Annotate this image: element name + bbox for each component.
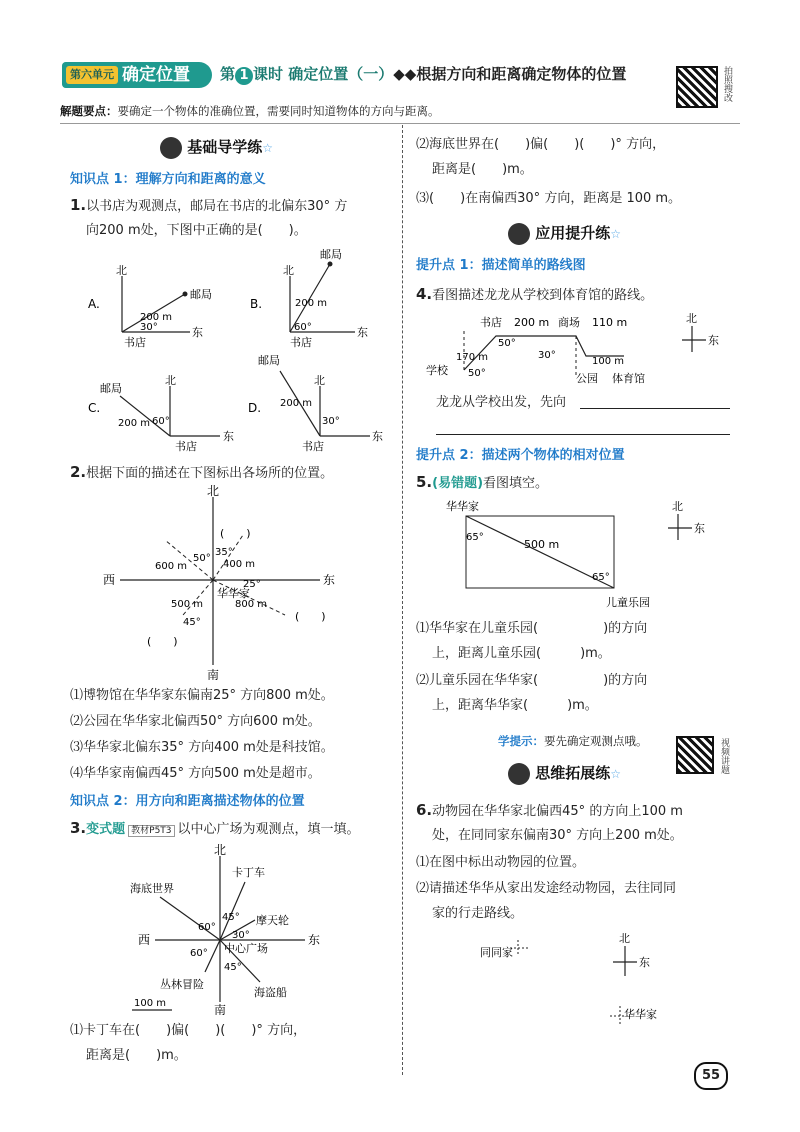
q1-text1: 以书店为观测点，邮局在书店的北偏东30° 方 (86, 199, 348, 214)
q4-text (416, 282, 653, 308)
q2-compass-diagram (95, 485, 345, 680)
option-c-label: C. (88, 401, 101, 415)
q2-north: 北 (207, 485, 220, 498)
q3-blank-2b[interactable]: 距离是( )m。 (432, 162, 533, 177)
q4-dist-110: 110 m (592, 316, 628, 329)
q3-west: 西 (138, 933, 151, 947)
q2-home: 华华家 (217, 587, 250, 600)
q5-tag: (易错题) (432, 476, 484, 491)
mascot-icon (160, 137, 182, 159)
q5-dist: 500 m (524, 538, 560, 551)
b-store: 书店 (290, 336, 312, 349)
page-number: 55 (694, 1062, 728, 1090)
c-dist: 200 m (118, 418, 151, 429)
q4-gym: 体育馆 (612, 372, 645, 385)
q5-number: 5. (416, 473, 433, 491)
q2-stmt-3: ⑶华华家北偏东35° 方向400 m处是科技馆。 (70, 740, 334, 755)
q6-b1: ⑴在图中标出动物园的位置。 (416, 855, 586, 870)
option-b-label: B. (250, 297, 263, 311)
q3-tag2: 教材P5T3 (128, 825, 174, 837)
q5-hint (498, 729, 648, 754)
star-icon: ☆ (610, 767, 622, 781)
q3-header (70, 816, 360, 844)
section-think-title (508, 762, 621, 785)
lesson-title (220, 63, 626, 85)
q4-dist-200: 200 m (514, 316, 550, 329)
tip-text: 要确定一个物体的准确位置，需要同时知道物体的方向与距离。 (117, 104, 440, 118)
section-apply-title (508, 222, 621, 245)
q6-text1 (416, 798, 683, 824)
q4-mall: 商场 (558, 316, 580, 329)
q2-blank-museum[interactable]: ( ) (295, 610, 326, 623)
q2-stmt-2: ⑵公园在华华家北偏西50° 方向600 m处。 (70, 714, 321, 729)
q5-blank-2b[interactable]: 上，距离华华家( )m。 (432, 698, 598, 713)
q2-east: 东 (323, 573, 336, 587)
q4-a30: 30° (538, 350, 556, 361)
q3-a60-bottom: 60° (190, 948, 208, 959)
unit-banner (62, 62, 212, 88)
unit-tag: 第六单元 (66, 66, 118, 84)
q4-answer-line-2[interactable] (436, 434, 730, 435)
q3-compass-diagram (120, 842, 340, 1017)
q3-a30: 30° (232, 930, 250, 941)
lesson-title-text: 课时 确定位置（一） (253, 65, 394, 83)
q1-number: 1. (70, 196, 87, 214)
q5-blank-2a[interactable]: ⑵儿童乐园在华华家( )的方向 (416, 673, 648, 688)
star-icon: ☆ (262, 141, 274, 155)
d-east: 东 (372, 430, 383, 443)
unit-name: 确定位置 (122, 65, 190, 85)
q5-north: 北 (672, 500, 683, 513)
q6-diagram (470, 930, 700, 1030)
q4-east: 东 (708, 334, 719, 347)
q1-text-line2: 向200 m处，下图中正确的是( )。 (86, 223, 307, 238)
b-dist: 200 m (295, 298, 328, 309)
key-tip (60, 103, 740, 124)
q3-blank-1b[interactable]: 距离是( )m。 (86, 1048, 187, 1063)
d-angle: 30° (322, 416, 340, 427)
q5-blank-1a[interactable]: ⑴华华家在儿童乐园( )的方向 (416, 621, 648, 636)
q3-north: 北 (214, 843, 227, 857)
q3-east: 东 (308, 933, 321, 947)
q3-blank-1a[interactable]: ⑴卡丁车在( )偏( )( )° 方向， (70, 1023, 307, 1038)
q4-park: 公园 (576, 372, 598, 385)
lesson-number: 1 (235, 67, 253, 85)
q1-text-line1 (70, 193, 347, 219)
q3-blank-2a[interactable]: ⑵海底世界在( )偏( )( )° 方向， (416, 137, 666, 152)
q3-tag: 变式题 (86, 822, 126, 837)
q2-800: 800 m (235, 599, 268, 610)
mascot-icon (508, 763, 530, 785)
q5-text (416, 470, 548, 496)
q2-stmt-4: ⑷华华家南偏西45° 方向500 m处是超市。 (70, 766, 321, 781)
hint-label: 学提示： (498, 734, 544, 748)
q3-a60-top: 60° (198, 922, 216, 933)
b-post-dot (328, 262, 333, 267)
q6-b2b: 家的行走路线。 (432, 906, 524, 921)
a-store: 书店 (124, 336, 146, 349)
q2-a45: 45° (183, 617, 201, 628)
q5-park: 儿童乐园 (606, 596, 650, 609)
q2-blank-market[interactable]: ( ) (147, 635, 178, 648)
d-post: 邮局 (258, 354, 280, 367)
q3-a45-top: 45° (222, 912, 240, 923)
q3-center: 中心广场 (224, 942, 268, 955)
q3-jungle: 丛林冒险 (160, 978, 204, 991)
q5-text-body: 看图填空。 (483, 476, 549, 491)
q3-kart: 卡丁车 (232, 866, 265, 879)
c-east: 东 (223, 430, 234, 443)
q2-stmt-1: ⑴博物馆在华华家东偏南25° 方向800 m处。 (70, 688, 334, 703)
q4-dist-100: 100 m (592, 356, 625, 367)
q5-east: 东 (694, 522, 705, 535)
section-basic-title (160, 136, 273, 159)
q5-diagram (430, 496, 730, 614)
lesson-prefix: 第 (220, 65, 236, 83)
q2-600: 600 m (155, 561, 188, 572)
improve-point-1: 提升点 1：描述简单的路线图 (416, 258, 586, 273)
d-north: 北 (314, 374, 325, 387)
a-angle: 30° (140, 322, 158, 333)
q6-number: 6. (416, 801, 433, 819)
column-divider (402, 125, 403, 1075)
q5-a65-home: 65° (466, 532, 484, 543)
d-dist: 200 m (280, 398, 313, 409)
hint-text: 要先确定观测点哦。 (544, 734, 648, 748)
knowledge-point-1: 知识点 1：理解方向和距离的意义 (70, 172, 266, 187)
qr-label: 拍照搜改 (722, 66, 732, 102)
a-north: 北 (116, 264, 127, 277)
mascot-icon (508, 223, 530, 245)
q6-tong: 同同家 (480, 946, 513, 959)
a-post: 邮局 (190, 288, 212, 301)
q3-south: 南 (214, 1003, 227, 1017)
q3-text: 以中心广场为观测点，填一填。 (177, 822, 360, 837)
q4-dist-170: 170 m (456, 352, 489, 363)
q4-answer-line-1[interactable] (580, 408, 730, 409)
q6-north: 北 (619, 932, 630, 945)
c-north: 北 (165, 374, 176, 387)
knowledge-point-2: 知识点 2：用方向和距离描述物体的位置 (70, 794, 305, 809)
q1-diagrams (80, 246, 400, 456)
q2-a25: 25° (243, 579, 261, 590)
video-qr-icon[interactable] (676, 736, 714, 774)
section-apply-label: 应用提升练 (535, 224, 611, 242)
a-dist: 200 m (140, 312, 173, 323)
q6-text1-body: 动物园在华华家北偏西45° 的方向上100 m (432, 804, 683, 819)
q4-school: 学校 (426, 364, 448, 377)
qr-code-icon[interactable] (676, 66, 718, 108)
section-basic-label: 基础导学练 (187, 138, 263, 156)
q5-a65-park: 65° (592, 572, 610, 583)
c-store: 书店 (175, 440, 197, 453)
q2-400: 400 m (223, 559, 256, 570)
q3-blank-3[interactable]: ⑶( )在南偏西30° 方向，距离是 100 m。 (416, 191, 682, 206)
q2-number: 2. (70, 463, 87, 481)
q5-blank-1b[interactable]: 上，距离儿童乐园( )m。 (432, 646, 611, 661)
a-east: 东 (192, 326, 203, 339)
q6-hua: 华华家 (624, 1008, 657, 1021)
q4-number: 4. (416, 285, 433, 303)
c-angle: 60° (152, 416, 170, 427)
option-d-label: D. (248, 401, 262, 415)
q6-east: 东 (639, 956, 650, 969)
q4-north: 北 (686, 312, 697, 325)
a-post-dot (183, 292, 188, 297)
q3-ray-sea (160, 897, 220, 940)
q6-b2a: ⑵请描述华华从家出发途经动物园，去往同同 (416, 881, 677, 896)
d-store: 书店 (302, 440, 324, 453)
q3-scale: 100 m (134, 998, 167, 1009)
tip-label: 解题要点： (60, 104, 118, 118)
q2-a35: 35° (215, 547, 233, 558)
q3-wheel: 摩天轮 (256, 914, 289, 927)
q2-south: 南 (207, 668, 220, 680)
q3-pirate: 海盗船 (254, 986, 287, 999)
q4-a50-store: 50° (498, 338, 516, 349)
q2-west: 西 (103, 573, 116, 587)
q3-sea: 海底世界 (130, 882, 174, 895)
q2-text-body: 根据下面的描述在下图标出各场所的位置。 (86, 466, 334, 481)
q2-blank-tech[interactable]: ( ) (220, 527, 251, 540)
b-post: 邮局 (320, 248, 342, 261)
q2-text (70, 460, 333, 486)
lesson-subtitle: ◆◆根据方向和距离确定物体的位置 (393, 65, 627, 83)
b-north: 北 (283, 264, 294, 277)
q3-number: 3. (70, 819, 87, 837)
b-east: 东 (357, 326, 368, 339)
q4-route-diagram (416, 308, 726, 388)
q3-a45-bottom: 45° (224, 962, 242, 973)
video-qr-label: 视频讲题 (719, 738, 729, 774)
q2-500: 500 m (171, 599, 204, 610)
star-icon: ☆ (610, 227, 622, 241)
b-angle: 60° (294, 322, 312, 333)
q2-a50: 50° (193, 553, 211, 564)
q4-store: 书店 (480, 316, 502, 329)
improve-point-2: 提升点 2：描述两个物体的相对位置 (416, 448, 625, 463)
section-think-label: 思维拓展练 (535, 764, 611, 782)
q6-text2: 处，在同同家东偏南30° 方向上200 m处。 (432, 828, 683, 843)
q4-text-body: 看图描述龙龙从学校到体育馆的路线。 (432, 288, 654, 303)
option-a-label: A. (88, 297, 100, 311)
q5-home: 华华家 (446, 500, 479, 513)
q4-answer-prefix: 龙龙从学校出发，先向 (436, 395, 567, 410)
c-post: 邮局 (100, 382, 122, 395)
q4-a50-school: 50° (468, 368, 486, 379)
